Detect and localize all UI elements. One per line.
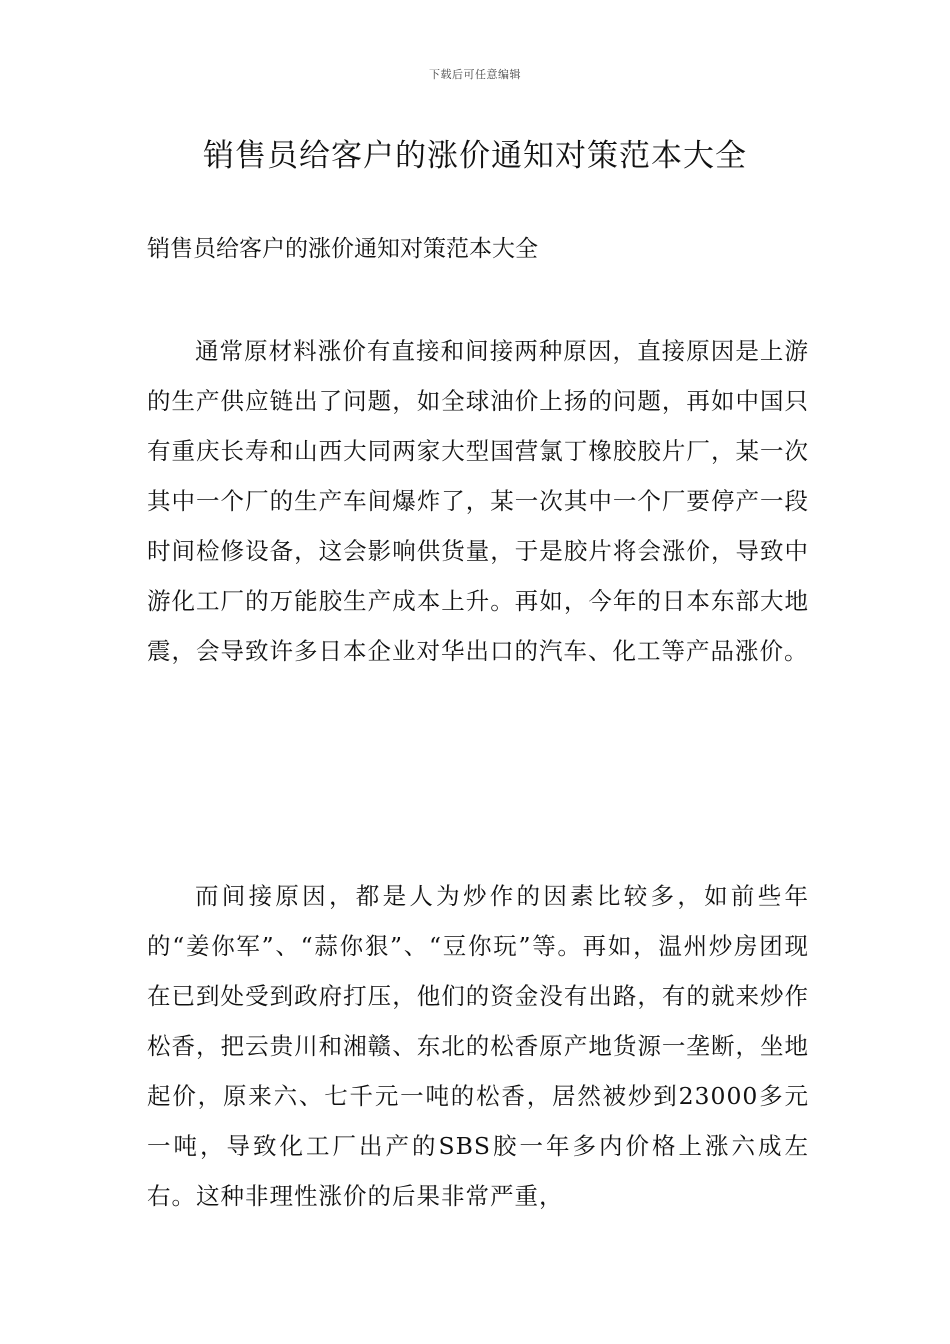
document-title: 销售员给客户的涨价通知对策范本大全 [203, 138, 747, 174]
document-subtitle: 销售员给客户的涨价通知对策范本大全 [147, 236, 538, 262]
header-note: 下载后可任意编辑 [429, 68, 521, 81]
body-paragraph-2: 而间接原因，都是人为炒作的因素比较多，如前些年的“姜你军”、“蒜你狠”、“豆你玩”等。再如，温州炒房团现在已到处受到政府打压，他们的资金没有出路，有的就来炒作松香，把云贵川和湘赣、东北的松香原产地货源一垄断，坐地起价，原来六、七千元一吨的松香，居然被炒到23000多元一吨，导致化工厂出产的SBS胶一年多内价格上涨六成左右。这种非理性涨价的后果非常严重， [147, 882, 809, 1210]
body-paragraph-1: 通常原材料涨价有直接和间接两种原因，直接原因是上游的生产供应链出了问题，如全球油价上扬的问题，再如中国只有重庆长寿和山西大同两家大型国营氯丁橡胶胶片厂，某一次其中一个厂的生产车间爆炸了，某一次其中一个厂要停产一段时间检修设备，这会影响供货量，于是胶片将会涨价，导致中游化工厂的万能胶生产成本上升。再如，今年的日本东部大地震，会导致许多日本企业对华出口的汽车、化工等产品涨价。 [147, 337, 809, 665]
